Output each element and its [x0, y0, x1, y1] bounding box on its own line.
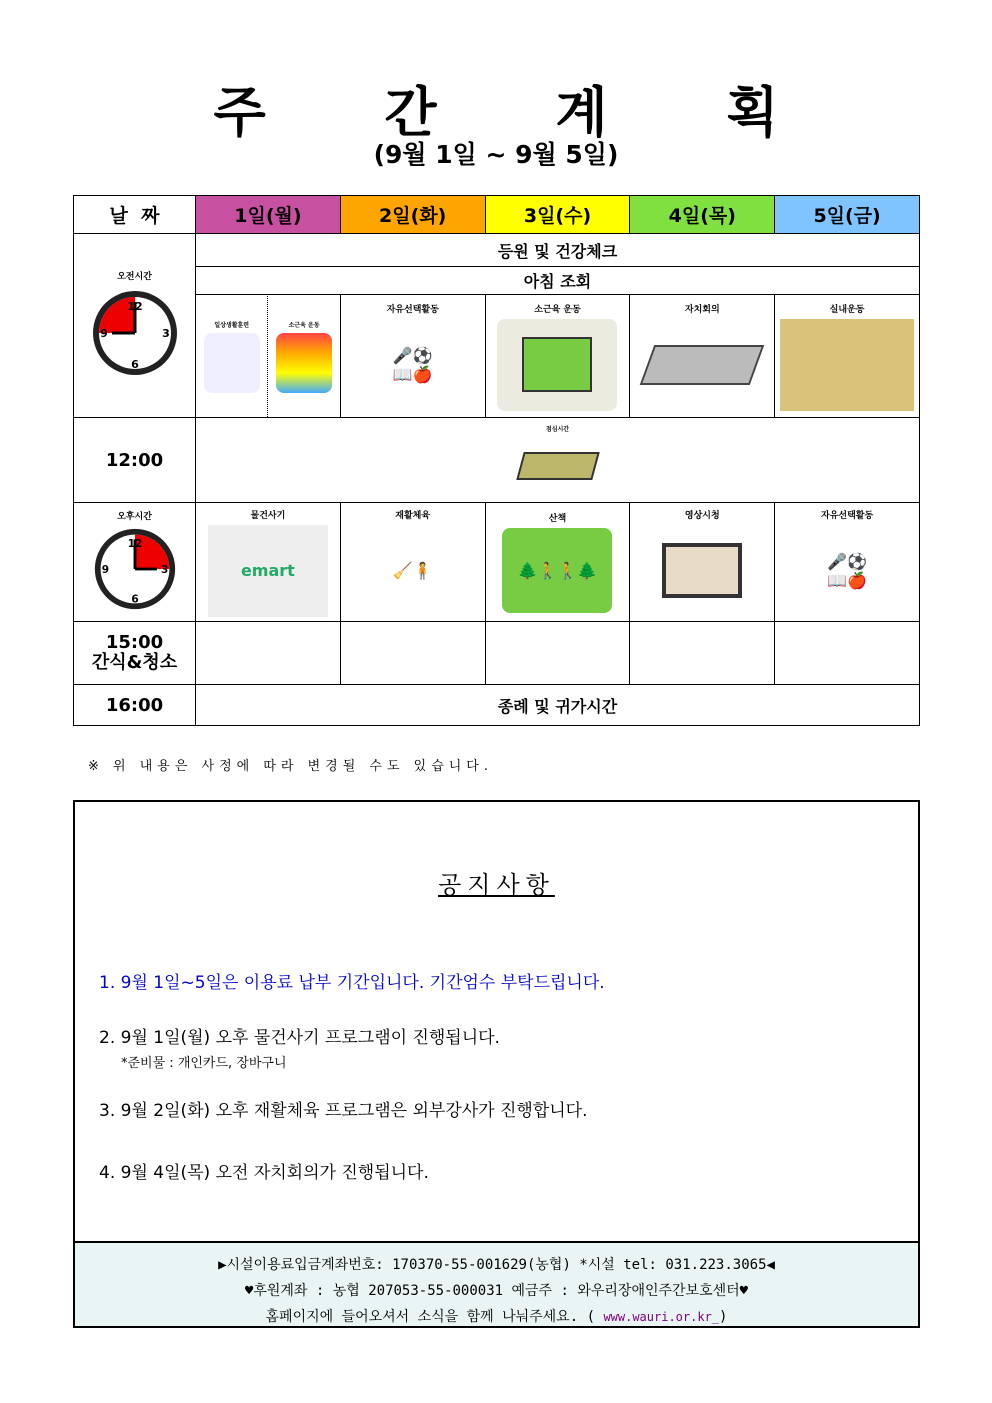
exercise-pictogram: [780, 319, 914, 411]
clock-morning-icon: [90, 288, 180, 378]
morning-cell: [74, 234, 196, 418]
homepage-link[interactable]: www.wauri.or.kr_: [603, 1310, 720, 1324]
daily-training-pictogram: [204, 333, 260, 393]
lunch-pictogram: [518, 435, 598, 497]
lunch-label: 점심시간: [545, 425, 570, 433]
empty-cell: [775, 622, 920, 685]
footer: [75, 1241, 918, 1326]
noon-time: 12:00: [74, 418, 196, 503]
notice-item: 3. 9월 2일(화) 오후 재활체육 프로그램은 외부강사가 진행합니다.: [99, 1101, 588, 1121]
activity-label: 자치회의: [684, 304, 720, 315]
snack-label: 간식&청소: [91, 652, 178, 673]
activity-label: 산책: [548, 514, 567, 524]
notice-title: [75, 865, 918, 900]
arrival-row: 등원 및 건강체크: [196, 234, 920, 267]
activity-day1: [196, 295, 341, 418]
day-header: 4일(목): [630, 196, 775, 234]
emart-logo: emart: [240, 561, 295, 580]
activity-label: 일상생활훈련: [214, 321, 250, 329]
shopping-pictogram: [208, 525, 328, 617]
empty-cell: [485, 622, 630, 685]
afternoon-cell: [74, 503, 196, 622]
svg-text:6: 6: [130, 592, 139, 605]
svg-text:12: 12: [126, 300, 143, 313]
svg-text:3: 3: [160, 563, 168, 576]
svg-text:9: 9: [101, 563, 109, 576]
empty-cell: [196, 622, 341, 685]
notice-sub: *준비물 : 개인카드, 장바구니: [121, 1056, 287, 1071]
day-header: 1일(월): [196, 196, 341, 234]
fine-motor-pictogram: [276, 333, 332, 393]
free-activity-pictogram: 🎤⚽ 📖🍎: [827, 551, 868, 590]
snack-time: 15:00: [105, 632, 164, 653]
activity-rehab: [340, 503, 485, 622]
activity-label: 자유선택활동: [386, 304, 439, 315]
svg-text:6: 6: [130, 358, 139, 371]
day-header: 5일(금): [775, 196, 920, 234]
svg-text:12: 12: [127, 537, 142, 550]
walk-pictogram: 🌲🚶🚶🌲: [502, 528, 612, 613]
end-time: 16:00: [74, 685, 196, 726]
activity-day3: [485, 295, 630, 418]
day-header: 3일(수): [485, 196, 630, 234]
homepage-text: 홈페이지에 들어오셔서 소식을 함께 나눠주세요. (: [265, 1309, 595, 1325]
svg-text:9: 9: [99, 327, 108, 340]
page-title: 주 간 계 획: [213, 81, 829, 144]
notice-box: [73, 800, 920, 1328]
activity-day5: [775, 295, 920, 418]
free-activity-pictogram: 🎤⚽ 📖🍎: [353, 319, 473, 411]
donation-info: ♥후원계좌 : 농협 207053-55-000031 예금주 : 와우리장애인주간보호센터♥: [244, 1283, 749, 1299]
activity-shopping: [196, 503, 341, 622]
activity-label: 소근육 운동: [534, 304, 581, 315]
activity-day2: [340, 295, 485, 418]
activity-video: [630, 503, 775, 622]
activity-label: 자유선택활동: [821, 510, 874, 521]
rehab-pictogram: 🧹🧍: [392, 561, 433, 580]
lunch-cell: [196, 418, 920, 503]
activity-label: 재활체육: [395, 510, 431, 521]
date-header: 날 짜: [74, 196, 196, 234]
notice-item: 2. 9월 1일(월) 오후 물건사기 프로그램이 진행됩니다.: [99, 1028, 500, 1048]
activity-free: [775, 503, 920, 622]
account-info: ▶시설이용료입금계좌번호: 170370-55-001629(농협) *시설 tel: 031.223.3065◀: [218, 1257, 775, 1273]
morning-label: 오전시간: [117, 272, 152, 282]
svg-text:3: 3: [161, 327, 170, 340]
notice-title-text: 공지사항: [438, 871, 555, 899]
homepage-text-end: ): [719, 1309, 728, 1325]
day-header: 2일(화): [340, 196, 485, 234]
snack-cell: [74, 622, 196, 685]
blocks-pictogram: [497, 319, 617, 411]
notice-item: 4. 9월 4일(목) 오전 자치회의가 진행됩니다.: [99, 1163, 429, 1183]
activity-day4: [630, 295, 775, 418]
date-range: (9월 1일 ~ 9월 5일): [373, 140, 619, 169]
activity-label: 영상시청: [684, 510, 720, 521]
activity-walk: [485, 503, 630, 622]
activity-label: 물건사기: [250, 510, 286, 521]
schedule-table: [73, 195, 920, 726]
change-note: ※ 위 내용은 사정에 따라 변경될 수도 있습니다.: [88, 759, 493, 774]
empty-cell: [340, 622, 485, 685]
dismissal-row: 종례 및 귀가시간: [196, 685, 920, 726]
homepage-info: [75, 1304, 918, 1330]
activity-label: 실내운동: [829, 304, 865, 315]
activity-label: 소근육 운동: [288, 321, 320, 329]
empty-cell: [630, 622, 775, 685]
notice-item: 1. 9월 1일~5일은 이용료 납부 기간입니다. 기간엄수 부탁드립니다.: [99, 973, 605, 993]
assembly-row: 아침 조회: [196, 267, 920, 295]
afternoon-label: 오후시간: [117, 511, 152, 522]
meeting-pictogram: [642, 319, 762, 411]
video-pictogram: [642, 525, 762, 617]
clock-afternoon-icon: [92, 526, 178, 612]
